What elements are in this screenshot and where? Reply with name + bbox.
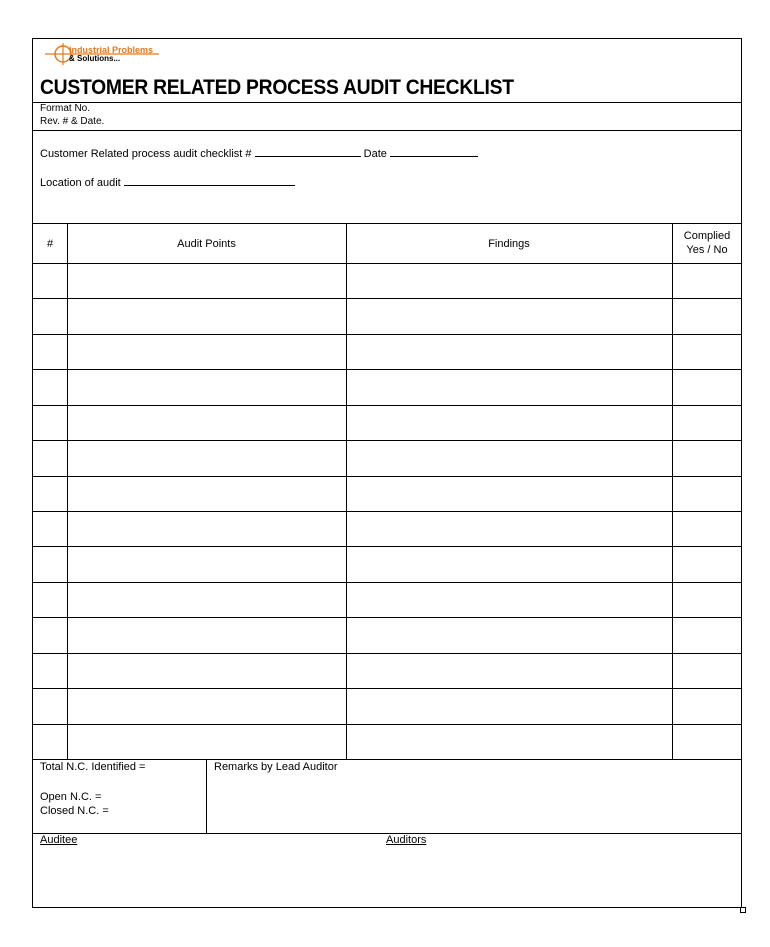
table-top-border xyxy=(33,223,741,224)
total-nc-label[interactable]: Total N.C. Identified = xyxy=(40,761,146,773)
complied-label: Complied xyxy=(683,230,731,242)
format-no-label: Format No. xyxy=(40,103,91,114)
open-nc-label[interactable]: Open N.C. = xyxy=(40,791,102,803)
column-divider xyxy=(672,223,673,759)
checklist-number-blank[interactable] xyxy=(255,147,361,157)
closed-nc-label[interactable]: Closed N.C. = xyxy=(40,805,109,817)
column-header-audit-points: Audit Points xyxy=(177,238,236,250)
footer-divider xyxy=(206,759,207,833)
auditee-label[interactable]: Auditee xyxy=(40,834,78,846)
checklist-number-field[interactable] xyxy=(40,147,478,161)
date-label: Date xyxy=(363,148,387,160)
location-blank[interactable] xyxy=(124,176,295,186)
table-row[interactable] xyxy=(33,724,741,759)
table-row[interactable] xyxy=(33,405,741,440)
checklist-number-label: Customer Related process audit checklist # xyxy=(40,148,252,160)
table-row[interactable] xyxy=(33,511,741,546)
table-row[interactable] xyxy=(33,582,741,617)
remarks-label[interactable]: Remarks by Lead Auditor xyxy=(214,761,338,773)
column-header-complied xyxy=(672,229,742,257)
column-header-findings: Findings xyxy=(488,238,530,250)
audit-checklist-form xyxy=(32,38,742,908)
table-row[interactable] xyxy=(33,617,741,652)
table-row[interactable] xyxy=(33,263,741,298)
logo-line2: & Solutions... xyxy=(69,54,121,63)
page-title: CUSTOMER RELATED PROCESS AUDIT CHECKLIST xyxy=(40,76,514,99)
table-bottom-border xyxy=(33,759,741,760)
company-logo xyxy=(39,41,169,67)
table-row[interactable] xyxy=(33,334,741,369)
yes-no-label: Yes / No xyxy=(686,244,728,256)
table-row[interactable] xyxy=(33,476,741,511)
column-divider xyxy=(67,223,68,759)
auditors-label[interactable]: Auditors xyxy=(386,834,427,846)
logo-line1: Industrial Problems xyxy=(69,45,154,55)
rev-date-label: Rev. # & Date. xyxy=(40,116,105,127)
location-label: Location of audit xyxy=(40,177,121,189)
divider xyxy=(33,102,741,103)
table-row[interactable] xyxy=(33,688,741,723)
table-row[interactable] xyxy=(33,546,741,581)
table-row[interactable] xyxy=(33,440,741,475)
table-row[interactable] xyxy=(33,298,741,333)
resize-handle[interactable] xyxy=(740,907,746,913)
column-divider xyxy=(346,223,347,759)
table-row[interactable] xyxy=(33,653,741,688)
table-row[interactable] xyxy=(33,369,741,404)
date-blank[interactable] xyxy=(390,147,478,157)
divider xyxy=(33,130,741,131)
location-field[interactable] xyxy=(40,176,295,190)
column-header-number: # xyxy=(46,238,54,250)
